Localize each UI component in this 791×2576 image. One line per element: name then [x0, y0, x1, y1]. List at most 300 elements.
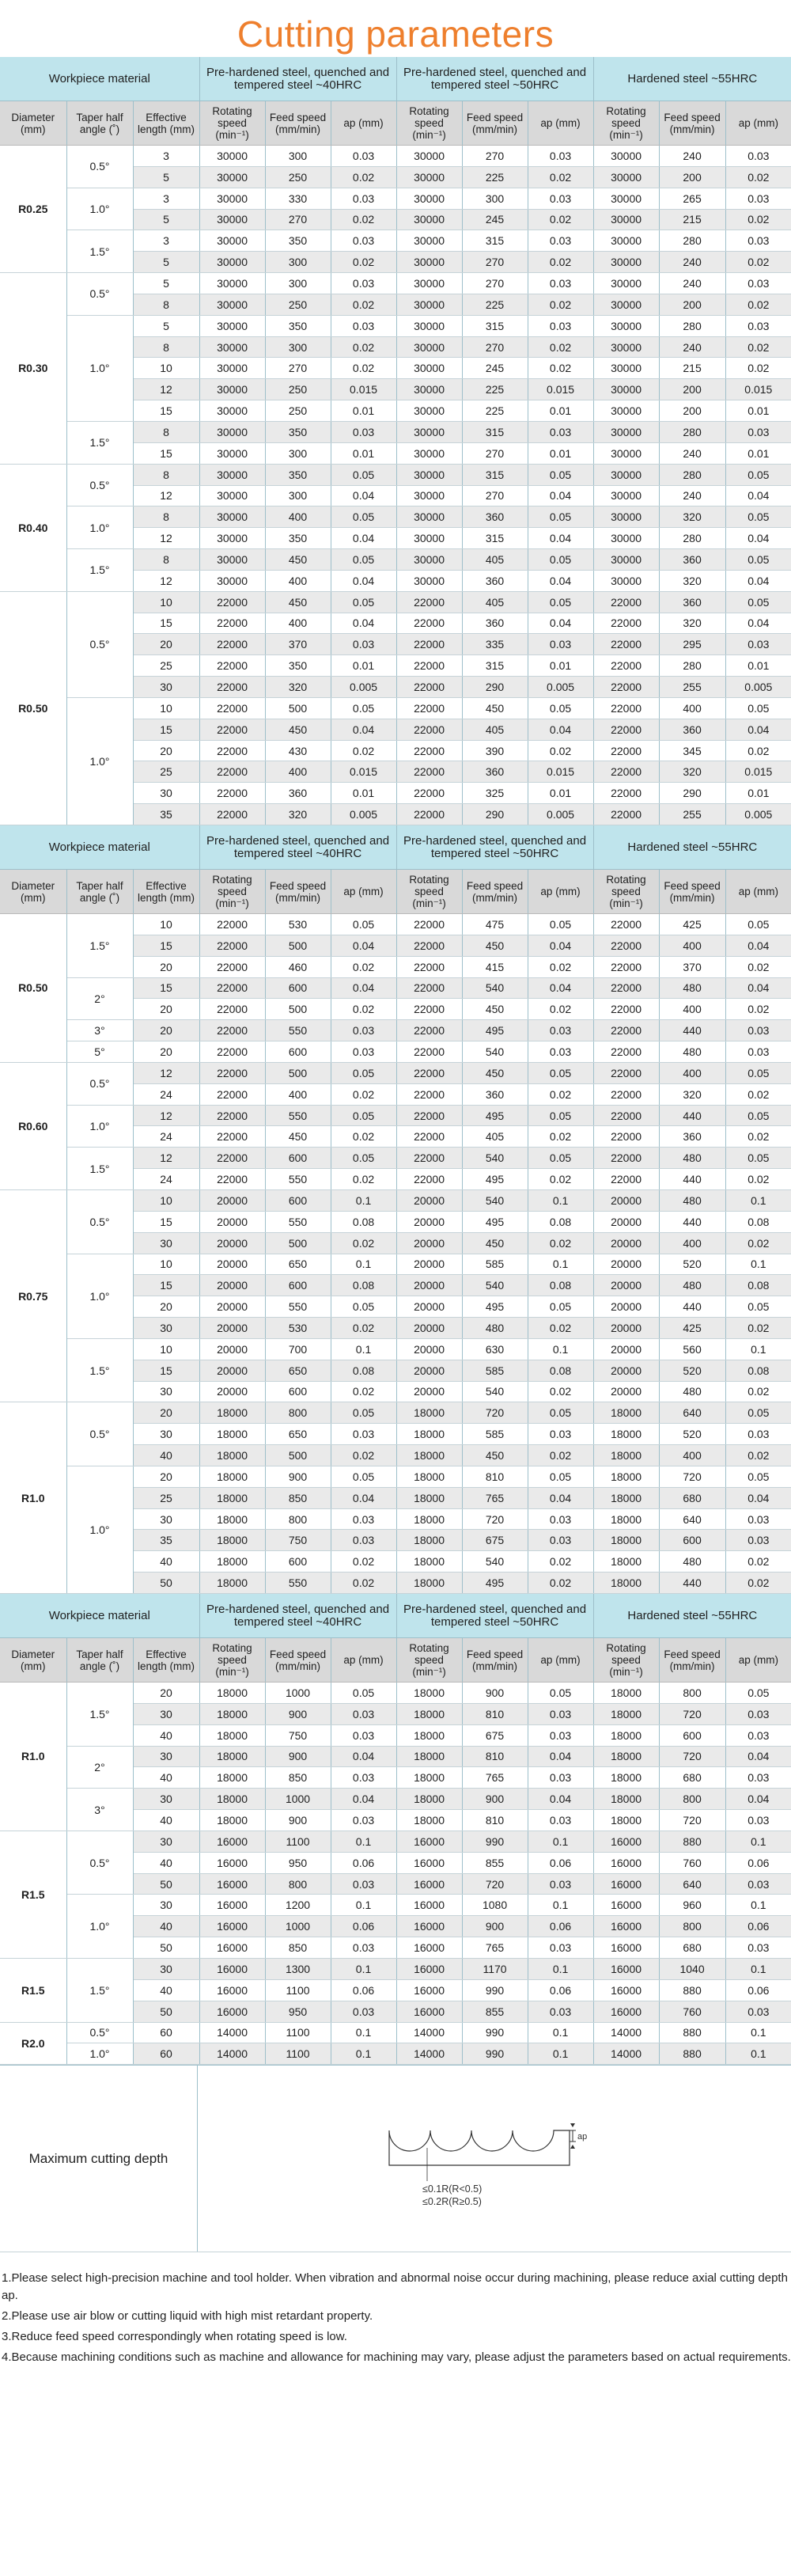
- material-group-header: Hardened steel ~55HRC: [593, 825, 791, 870]
- value-cell: 0.02: [331, 166, 396, 188]
- value-cell: 0.05: [528, 591, 593, 613]
- value-cell: 950: [265, 2001, 331, 2022]
- value-cell: 495: [462, 1296, 528, 1318]
- value-cell: 600: [659, 1530, 725, 1551]
- column-header: ap (mm): [528, 101, 593, 146]
- table-row: [0, 1189, 791, 1211]
- value-cell: 0.03: [725, 188, 791, 209]
- value-cell: 0.02: [528, 1169, 593, 1190]
- taper-angle-cell: 3°: [66, 1789, 133, 1831]
- value-cell: 425: [659, 914, 725, 935]
- value-cell: 0.03: [725, 634, 791, 655]
- value-cell: 22000: [396, 719, 462, 740]
- value-cell: 30000: [396, 400, 462, 422]
- value-cell: 16000: [593, 2001, 659, 2022]
- material-group-header: Hardened steel ~55HRC: [593, 1594, 791, 1638]
- column-header: Effective length (mm): [133, 1638, 199, 1683]
- value-cell: 18000: [396, 1789, 462, 1810]
- effective-length-cell: 15: [133, 1275, 199, 1296]
- value-cell: 240: [659, 252, 725, 273]
- table-row: [0, 549, 791, 571]
- value-cell: 0.02: [725, 740, 791, 761]
- value-cell: 440: [659, 1573, 725, 1594]
- value-cell: 600: [265, 1189, 331, 1211]
- value-cell: 300: [462, 188, 528, 209]
- value-cell: 22000: [593, 977, 659, 999]
- value-cell: 480: [659, 1148, 725, 1169]
- value-cell: 18000: [199, 1573, 265, 1594]
- value-cell: 30000: [593, 464, 659, 485]
- value-cell: 0.03: [725, 1937, 791, 1959]
- value-cell: 30000: [593, 358, 659, 379]
- value-cell: 405: [462, 719, 528, 740]
- value-cell: 0.03: [331, 2001, 396, 2022]
- value-cell: 0.01: [725, 442, 791, 464]
- value-cell: 1100: [265, 1979, 331, 2001]
- value-cell: 30000: [593, 549, 659, 571]
- value-cell: 0.03: [528, 188, 593, 209]
- diameter-cell: R0.75: [0, 1189, 66, 1402]
- value-cell: 240: [659, 442, 725, 464]
- value-cell: 0.03: [331, 421, 396, 442]
- table-row: [0, 1020, 791, 1041]
- value-cell: 335: [462, 634, 528, 655]
- value-cell: 30000: [199, 528, 265, 549]
- value-cell: 800: [265, 1508, 331, 1530]
- value-cell: 0.02: [725, 1573, 791, 1594]
- effective-length-cell: 15: [133, 1211, 199, 1232]
- effective-length-cell: 5: [133, 315, 199, 336]
- value-cell: 30000: [593, 252, 659, 273]
- effective-length-cell: 10: [133, 1189, 199, 1211]
- value-cell: 400: [659, 999, 725, 1020]
- table-row: [0, 1683, 791, 1704]
- value-cell: 30000: [396, 252, 462, 273]
- column-header: ap (mm): [331, 870, 396, 914]
- value-cell: 585: [462, 1424, 528, 1445]
- value-cell: 315: [462, 464, 528, 485]
- effective-length-cell: 40: [133, 1445, 199, 1466]
- value-cell: 0.05: [528, 549, 593, 571]
- value-cell: 16000: [593, 1916, 659, 1937]
- taper-angle-cell: 1.0°: [66, 1466, 133, 1593]
- value-cell: 0.02: [528, 1381, 593, 1402]
- material-group-header: Pre-hardened steel, quenched and tempered steel ~50HRC: [396, 825, 593, 870]
- value-cell: 0.03: [331, 634, 396, 655]
- column-header: Feed speed (mm/min): [265, 101, 331, 146]
- value-cell: 495: [462, 1105, 528, 1126]
- value-cell: 18000: [199, 1551, 265, 1573]
- column-header: Feed speed (mm/min): [659, 1638, 725, 1683]
- value-cell: 18000: [199, 1746, 265, 1767]
- value-cell: 30000: [593, 421, 659, 442]
- value-cell: 0.06: [528, 1852, 593, 1873]
- value-cell: 0.05: [725, 697, 791, 719]
- effective-length-cell: 8: [133, 294, 199, 315]
- value-cell: 540: [462, 1275, 528, 1296]
- value-cell: 405: [462, 591, 528, 613]
- value-cell: 0.03: [725, 1041, 791, 1063]
- value-cell: 0.02: [528, 336, 593, 358]
- effective-length-cell: 30: [133, 1746, 199, 1767]
- effective-length-cell: 10: [133, 697, 199, 719]
- value-cell: 320: [659, 613, 725, 634]
- taper-angle-cell: 0.5°: [66, 1831, 133, 1895]
- column-header: ap (mm): [725, 101, 791, 146]
- value-cell: 200: [659, 166, 725, 188]
- value-cell: 0.015: [528, 761, 593, 783]
- value-cell: 370: [659, 956, 725, 977]
- value-cell: 0.02: [331, 294, 396, 315]
- value-cell: 30000: [593, 506, 659, 528]
- value-cell: 20000: [396, 1275, 462, 1296]
- value-cell: 22000: [593, 634, 659, 655]
- value-cell: 0.08: [528, 1360, 593, 1381]
- column-header: Diameter (mm): [0, 101, 66, 146]
- value-cell: 0.06: [725, 1979, 791, 2001]
- value-cell: 22000: [396, 1126, 462, 1148]
- value-cell: 320: [659, 506, 725, 528]
- value-cell: 360: [462, 1083, 528, 1105]
- value-cell: 22000: [396, 677, 462, 698]
- value-cell: 720: [659, 1703, 725, 1724]
- value-cell: 30000: [199, 464, 265, 485]
- value-cell: 30000: [396, 379, 462, 400]
- machining-notes: [0, 2252, 791, 2366]
- value-cell: 0.1: [528, 1189, 593, 1211]
- column-header-row: [0, 1638, 791, 1683]
- value-cell: 20000: [396, 1232, 462, 1254]
- effective-length-cell: 10: [133, 914, 199, 935]
- value-cell: 0.08: [725, 1211, 791, 1232]
- value-cell: 30000: [593, 209, 659, 230]
- value-cell: 810: [462, 1746, 528, 1767]
- effective-length-cell: 15: [133, 400, 199, 422]
- value-cell: 0.1: [528, 1254, 593, 1275]
- value-cell: 0.03: [528, 1424, 593, 1445]
- effective-length-cell: 35: [133, 1530, 199, 1551]
- value-cell: 320: [265, 677, 331, 698]
- value-cell: 0.04: [331, 613, 396, 634]
- effective-length-cell: 30: [133, 783, 199, 804]
- value-cell: 0.05: [725, 1105, 791, 1126]
- effective-length-cell: 60: [133, 2043, 199, 2065]
- material-header-row: [0, 1594, 791, 1638]
- value-cell: 390: [462, 740, 528, 761]
- value-cell: 30000: [396, 358, 462, 379]
- value-cell: 0.03: [331, 273, 396, 294]
- value-cell: 200: [659, 400, 725, 422]
- value-cell: 600: [265, 1381, 331, 1402]
- column-header: ap (mm): [528, 870, 593, 914]
- value-cell: 22000: [593, 1062, 659, 1083]
- effective-length-cell: 50: [133, 1873, 199, 1895]
- value-cell: 540: [462, 1041, 528, 1063]
- value-cell: 18000: [199, 1508, 265, 1530]
- taper-angle-cell: 1.5°: [66, 1148, 133, 1190]
- value-cell: 0.06: [528, 1916, 593, 1937]
- value-cell: 22000: [199, 956, 265, 977]
- taper-angle-cell: 0.5°: [66, 2022, 133, 2043]
- value-cell: 0.01: [725, 783, 791, 804]
- value-cell: 450: [462, 935, 528, 956]
- value-cell: 0.04: [528, 719, 593, 740]
- value-cell: 22000: [593, 956, 659, 977]
- value-cell: 0.03: [725, 273, 791, 294]
- effective-length-cell: 15: [133, 1360, 199, 1381]
- value-cell: 320: [659, 1083, 725, 1105]
- value-cell: 0.03: [725, 1724, 791, 1746]
- value-cell: 400: [265, 506, 331, 528]
- value-cell: 22000: [199, 804, 265, 825]
- value-cell: 0.02: [725, 999, 791, 1020]
- value-cell: 495: [462, 1211, 528, 1232]
- value-cell: 16000: [199, 1852, 265, 1873]
- table-row: [0, 697, 791, 719]
- diameter-cell: R0.60: [0, 1062, 66, 1189]
- value-cell: 0.05: [725, 1296, 791, 1318]
- value-cell: 300: [265, 485, 331, 506]
- value-cell: 600: [265, 1148, 331, 1169]
- taper-angle-cell: 1.5°: [66, 421, 133, 464]
- value-cell: 0.03: [331, 1724, 396, 1746]
- value-cell: 20000: [199, 1360, 265, 1381]
- value-cell: 0.03: [725, 421, 791, 442]
- value-cell: 18000: [396, 1683, 462, 1704]
- value-cell: 500: [265, 999, 331, 1020]
- value-cell: 0.03: [331, 1703, 396, 1724]
- table-row: [0, 1062, 791, 1083]
- value-cell: 880: [659, 1979, 725, 2001]
- effective-length-cell: 20: [133, 1041, 199, 1063]
- workpiece-material-header: Workpiece material: [0, 1594, 199, 1638]
- value-cell: 0.005: [725, 677, 791, 698]
- value-cell: 20000: [396, 1296, 462, 1318]
- value-cell: 280: [659, 528, 725, 549]
- column-header-row: [0, 101, 791, 146]
- value-cell: 765: [462, 1937, 528, 1959]
- value-cell: 20000: [593, 1338, 659, 1360]
- value-cell: 255: [659, 677, 725, 698]
- value-cell: 22000: [396, 1062, 462, 1083]
- column-header-row: [0, 870, 791, 914]
- value-cell: 22000: [593, 591, 659, 613]
- diameter-cell: R1.5: [0, 1958, 66, 2022]
- value-cell: 0.04: [331, 570, 396, 591]
- value-cell: 720: [659, 1746, 725, 1767]
- value-cell: 16000: [396, 1979, 462, 2001]
- value-cell: 0.06: [528, 1979, 593, 2001]
- column-header: Feed speed (mm/min): [659, 101, 725, 146]
- value-cell: 18000: [593, 1683, 659, 1704]
- value-cell: 0.05: [725, 464, 791, 485]
- table-row: [0, 1789, 791, 1810]
- value-cell: 18000: [396, 1703, 462, 1724]
- value-cell: 0.04: [528, 570, 593, 591]
- value-cell: 650: [265, 1360, 331, 1381]
- value-cell: 0.03: [725, 230, 791, 252]
- value-cell: 700: [265, 1338, 331, 1360]
- value-cell: 0.05: [725, 1683, 791, 1704]
- value-cell: 1080: [462, 1895, 528, 1916]
- value-cell: 0.03: [528, 634, 593, 655]
- value-cell: 330: [265, 188, 331, 209]
- value-cell: 22000: [593, 761, 659, 783]
- value-cell: 800: [659, 1789, 725, 1810]
- value-cell: 495: [462, 1573, 528, 1594]
- value-cell: 0.02: [331, 252, 396, 273]
- value-cell: 0.1: [528, 2022, 593, 2043]
- taper-angle-cell: 0.5°: [66, 1062, 133, 1105]
- value-cell: 0.03: [725, 2001, 791, 2022]
- value-cell: 18000: [593, 1746, 659, 1767]
- diameter-cell: R1.0: [0, 1402, 66, 1594]
- value-cell: 480: [659, 1381, 725, 1402]
- taper-angle-cell: 0.5°: [66, 1402, 133, 1466]
- effective-length-cell: 5: [133, 252, 199, 273]
- value-cell: 675: [462, 1724, 528, 1746]
- effective-length-cell: 15: [133, 613, 199, 634]
- value-cell: 360: [462, 613, 528, 634]
- value-cell: 0.04: [331, 719, 396, 740]
- value-cell: 16000: [199, 1958, 265, 1979]
- effective-length-cell: 25: [133, 655, 199, 677]
- value-cell: 18000: [199, 1445, 265, 1466]
- value-cell: 450: [462, 999, 528, 1020]
- taper-angle-cell: 1.5°: [66, 1338, 133, 1402]
- value-cell: 450: [462, 1062, 528, 1083]
- value-cell: 0.03: [528, 273, 593, 294]
- value-cell: 350: [265, 655, 331, 677]
- value-cell: 22000: [199, 761, 265, 783]
- value-cell: 1100: [265, 2022, 331, 2043]
- effective-length-cell: 20: [133, 1683, 199, 1704]
- value-cell: 16000: [593, 1979, 659, 2001]
- taper-angle-cell: 1.0°: [66, 506, 133, 549]
- value-cell: 200: [659, 379, 725, 400]
- value-cell: 600: [265, 1551, 331, 1573]
- value-cell: 0.03: [725, 1703, 791, 1724]
- value-cell: 16000: [199, 1937, 265, 1959]
- value-cell: 0.02: [331, 1551, 396, 1573]
- value-cell: 460: [265, 956, 331, 977]
- value-cell: 0.02: [331, 1445, 396, 1466]
- value-cell: 18000: [593, 1424, 659, 1445]
- value-cell: 405: [462, 549, 528, 571]
- effective-length-cell: 20: [133, 1402, 199, 1424]
- taper-angle-cell: 1.0°: [66, 315, 133, 421]
- effective-length-cell: 3: [133, 188, 199, 209]
- value-cell: 0.03: [528, 1041, 593, 1063]
- effective-length-cell: 3: [133, 230, 199, 252]
- effective-length-cell: 40: [133, 1724, 199, 1746]
- value-cell: 270: [462, 252, 528, 273]
- value-cell: 0.02: [528, 740, 593, 761]
- value-cell: 440: [659, 1105, 725, 1126]
- effective-length-cell: 30: [133, 1958, 199, 1979]
- value-cell: 0.1: [331, 1831, 396, 1852]
- effective-length-cell: 35: [133, 804, 199, 825]
- value-cell: 20000: [199, 1189, 265, 1211]
- table-row: [0, 1831, 791, 1852]
- value-cell: 225: [462, 294, 528, 315]
- value-cell: 14000: [199, 2022, 265, 2043]
- max-cutting-depth-section: [0, 2065, 791, 2252]
- value-cell: 0.02: [331, 209, 396, 230]
- value-cell: 0.04: [528, 977, 593, 999]
- value-cell: 0.05: [331, 506, 396, 528]
- value-cell: 0.08: [725, 1275, 791, 1296]
- value-cell: 18000: [593, 1551, 659, 1573]
- value-cell: 0.02: [528, 1126, 593, 1148]
- column-header: ap (mm): [528, 1638, 593, 1683]
- value-cell: 30000: [199, 485, 265, 506]
- value-cell: 20000: [593, 1381, 659, 1402]
- effective-length-cell: 10: [133, 358, 199, 379]
- value-cell: 22000: [396, 1041, 462, 1063]
- effective-length-cell: 15: [133, 442, 199, 464]
- value-cell: 0.02: [725, 294, 791, 315]
- value-cell: 22000: [199, 634, 265, 655]
- value-cell: 18000: [593, 1402, 659, 1424]
- value-cell: 880: [659, 1831, 725, 1852]
- value-cell: 0.05: [528, 1296, 593, 1318]
- value-cell: 640: [659, 1508, 725, 1530]
- value-cell: 450: [462, 1445, 528, 1466]
- table-row: [0, 1402, 791, 1424]
- value-cell: 0.1: [725, 2022, 791, 2043]
- value-cell: 0.03: [331, 1937, 396, 1959]
- value-cell: 290: [659, 783, 725, 804]
- value-cell: 440: [659, 1211, 725, 1232]
- value-cell: 0.03: [528, 1873, 593, 1895]
- column-header: ap (mm): [331, 1638, 396, 1683]
- value-cell: 30000: [199, 570, 265, 591]
- taper-angle-cell: 1.0°: [66, 1254, 133, 1338]
- column-header: Feed speed (mm/min): [462, 101, 528, 146]
- value-cell: 18000: [396, 1724, 462, 1746]
- value-cell: 450: [265, 1126, 331, 1148]
- value-cell: 22000: [199, 1105, 265, 1126]
- value-cell: 16000: [396, 1831, 462, 1852]
- value-cell: 20000: [396, 1318, 462, 1339]
- depth-note-small: ≤0.1R(R<0.5): [422, 2183, 483, 2195]
- value-cell: 0.02: [331, 1083, 396, 1105]
- value-cell: 880: [659, 2022, 725, 2043]
- value-cell: 0.1: [331, 1254, 396, 1275]
- column-header: ap (mm): [725, 1638, 791, 1683]
- value-cell: 960: [659, 1895, 725, 1916]
- value-cell: 225: [462, 400, 528, 422]
- value-cell: 400: [659, 935, 725, 956]
- value-cell: 22000: [396, 1083, 462, 1105]
- value-cell: 0.03: [725, 1767, 791, 1789]
- effective-length-cell: 20: [133, 1466, 199, 1487]
- value-cell: 0.05: [331, 697, 396, 719]
- value-cell: 0.02: [725, 252, 791, 273]
- value-cell: 450: [462, 1232, 528, 1254]
- value-cell: 22000: [396, 591, 462, 613]
- value-cell: 16000: [396, 1937, 462, 1959]
- value-cell: 30000: [593, 442, 659, 464]
- value-cell: 0.03: [725, 1508, 791, 1530]
- value-cell: 20000: [199, 1254, 265, 1275]
- value-cell: 360: [462, 506, 528, 528]
- value-cell: 270: [462, 442, 528, 464]
- value-cell: 22000: [199, 935, 265, 956]
- value-cell: 0.03: [528, 146, 593, 167]
- value-cell: 0.03: [528, 230, 593, 252]
